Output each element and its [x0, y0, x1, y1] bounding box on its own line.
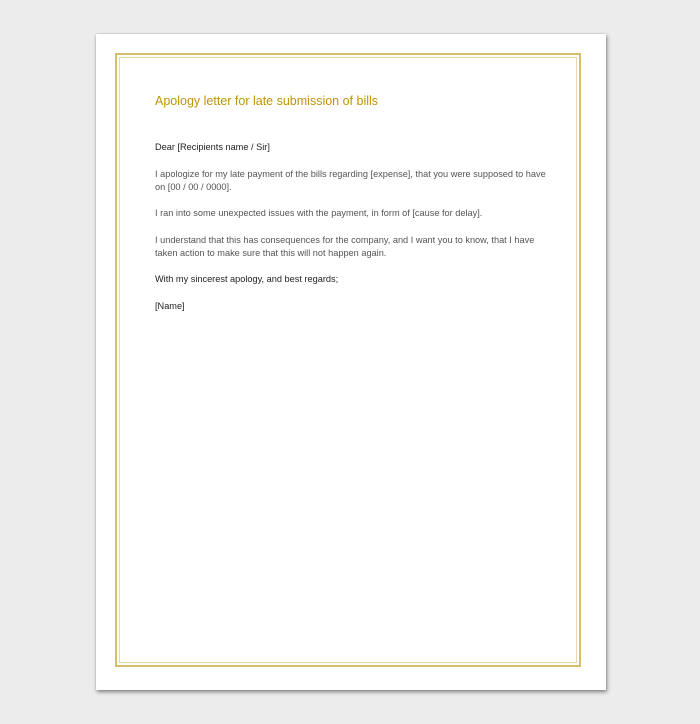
- paragraph-consequences: [155, 234, 550, 260]
- signature-name: [Name]: [155, 301, 185, 311]
- letter-page: [96, 34, 606, 690]
- paragraph-consequences-line-1: I understand that this has consequences for the company, and I want you to know, that I have: [155, 235, 535, 245]
- paragraph-apology-line-2: on [00 / 00 / 0000].: [155, 182, 232, 192]
- salutation: Dear [Recipients name / Sir]: [155, 142, 270, 152]
- paragraph-reason: I ran into some unexpected issues with the payment, in form of [cause for delay].: [155, 208, 483, 218]
- letter-title: Apology letter for late submission of bills: [155, 94, 379, 108]
- closing-line: With my sincerest apology, and best regards;: [155, 274, 339, 284]
- paragraph-apology: [155, 168, 550, 194]
- paragraph-apology-line-1: I apologize for my late payment of the bills regarding [expense], that you were supposed to have: [155, 169, 546, 179]
- paragraph-consequences-line-2: taken action to make sure that this will not happen again.: [155, 248, 387, 258]
